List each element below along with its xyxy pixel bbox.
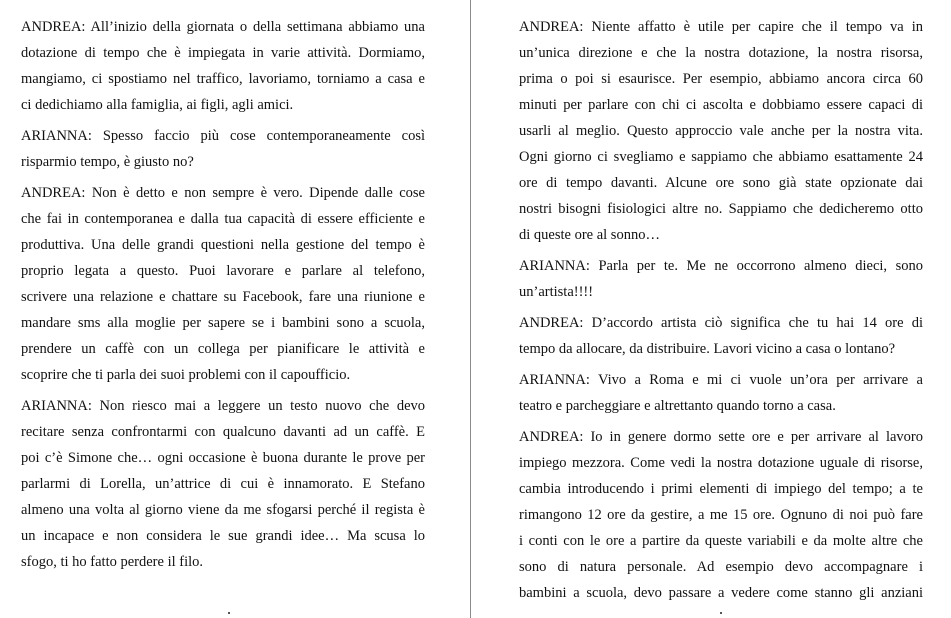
text-line: un incapace e non considera le sue grandi idee… Ma scusa lo [21, 528, 425, 544]
text-line: di queste ore al sonno… [519, 227, 660, 243]
text-line: risparmio tempo, è giusto no? [21, 154, 194, 170]
dialogue-paragraph [519, 14, 923, 248]
text-line: ore di tempo davanti. Alcune ore sono già state opzionate dai [519, 175, 923, 191]
text-line: recitare senza confrontarmi con qualcuno davanti ad un caffè. E [21, 424, 425, 440]
dialogue-paragraph [21, 180, 425, 388]
text-line: scrivere una relazione e chattare su Facebook, fare una riunione e [21, 289, 425, 305]
text-line: ARIANNA: Vivo a Roma e mi ci vuole un’ora per arrivare a [519, 372, 923, 388]
text-line: ci dedichiamo alla famiglia, ai figli, agli amici. [21, 97, 294, 113]
dialogue-paragraph [519, 367, 923, 419]
text-line: mandare sms alla moglie per sapere se i bambini sono a scuola, [21, 315, 425, 331]
text-line: che fai in contemporanea e dalla tua capacità di essere efficiente e [21, 211, 425, 227]
dialogue-paragraph [519, 253, 923, 305]
text-line: cambia introducendo i primi elementi di impiego del tempo; a te [519, 481, 923, 497]
page-footer-mark [228, 612, 230, 614]
text-line: scoprire che ti parla dei suoi problemi con il capoufficio. [21, 367, 351, 383]
text-line: ANDREA: Non è detto e non sempre è vero. Dipende dalle cose [21, 185, 425, 201]
dialogue-paragraph [21, 14, 425, 118]
text-line: tempo da allocare, da distribuire. Lavori vicino a casa o lontano? [519, 341, 896, 357]
text-line: ANDREA: Io in genere dormo sette ore e per arrivare al lavoro [519, 429, 923, 445]
dialogue-paragraph [519, 424, 923, 606]
text-line: ANDREA: All’inizio della giornata o della settimana abbiamo una [21, 19, 425, 35]
text-line: mangiamo, ci spostiamo nel traffico, lavoriamo, torniamo a casa e [21, 71, 425, 87]
text-line: sfogo, ti ho fatto perdere il filo. [21, 554, 204, 570]
text-line: ANDREA: Niente affatto è utile per capire che il tempo va in [519, 19, 923, 35]
right-page [519, 14, 923, 611]
text-line: prendere un caffè con un collega per pianificare le attività e [21, 341, 425, 357]
text-line: nostri bisogni fisiologici altre no. Sappiamo che dedicheremo otto [519, 201, 923, 217]
text-line: prima o poi si esaurisce. Per esempio, abbiamo ancora circa 60 [519, 71, 923, 87]
text-line: proprio legata a questo. Puoi lavorare e parlare al telefono, [21, 263, 425, 279]
dialogue-paragraph [21, 123, 425, 175]
left-page [21, 14, 425, 580]
page-divider [470, 0, 471, 618]
text-line: ARIANNA: Non riesco mai a leggere un testo nuovo che devo [21, 398, 425, 414]
text-line: ARIANNA: Parla per te. Me ne occorrono almeno dieci, sono [519, 258, 923, 274]
text-line: dotazione di tempo che è impiegata in varie attività. Dormiamo, [21, 45, 425, 61]
text-line: i conti con le ore a partire da queste variabili e da molte altre che [519, 533, 923, 549]
text-line: rimangono 12 ore da gestire, a me 15 ore. Ognuno di noi può fare [519, 507, 923, 523]
text-line: ARIANNA: Spesso faccio più cose contemporaneamente così [21, 128, 425, 144]
text-line: almeno una volta al giorno viene da me sfogarsi perché il regista è [21, 502, 425, 518]
text-line: impiego mezzora. Come vedi la nostra dotazione uguale di risorse, [519, 455, 923, 471]
text-line: bambini a scuola, devo passare a vedere come stanno gli anziani [519, 585, 923, 601]
dialogue-paragraph [21, 393, 425, 575]
text-line: sono di natura personale. Ad esempio devo accompagnare i [519, 559, 923, 575]
text-line: teatro e parcheggiare e altrettanto quando torno a casa. [519, 398, 836, 414]
text-line: un’unica direzione e che la nostra dotazione, la nostra risorsa, [519, 45, 923, 61]
dialogue-paragraph [519, 310, 923, 362]
text-line: poi c’è Simone che… ogni occasione è buona durante le prove per [21, 450, 425, 466]
text-line: parlarmi di Lorella, un’attrice di cui è innamorato. E Stefano [21, 476, 425, 492]
text-line: un’artista!!!! [519, 284, 594, 300]
text-line: ANDREA: D’accordo artista ciò significa che tu hai 14 ore di [519, 315, 923, 331]
text-line: Ogni giorno ci svegliamo e sappiamo che abbiamo esattamente 24 [519, 149, 923, 165]
text-line: produttiva. Una delle grandi questioni nella gestione del tempo è [21, 237, 425, 253]
text-line: usarli al meglio. Questo approccio vale anche per la nostra vita. [519, 123, 923, 139]
text-line: minuti per parlare con chi ci ascolta e dobbiamo essere capaci di [519, 97, 923, 113]
page-footer-mark [720, 612, 722, 614]
